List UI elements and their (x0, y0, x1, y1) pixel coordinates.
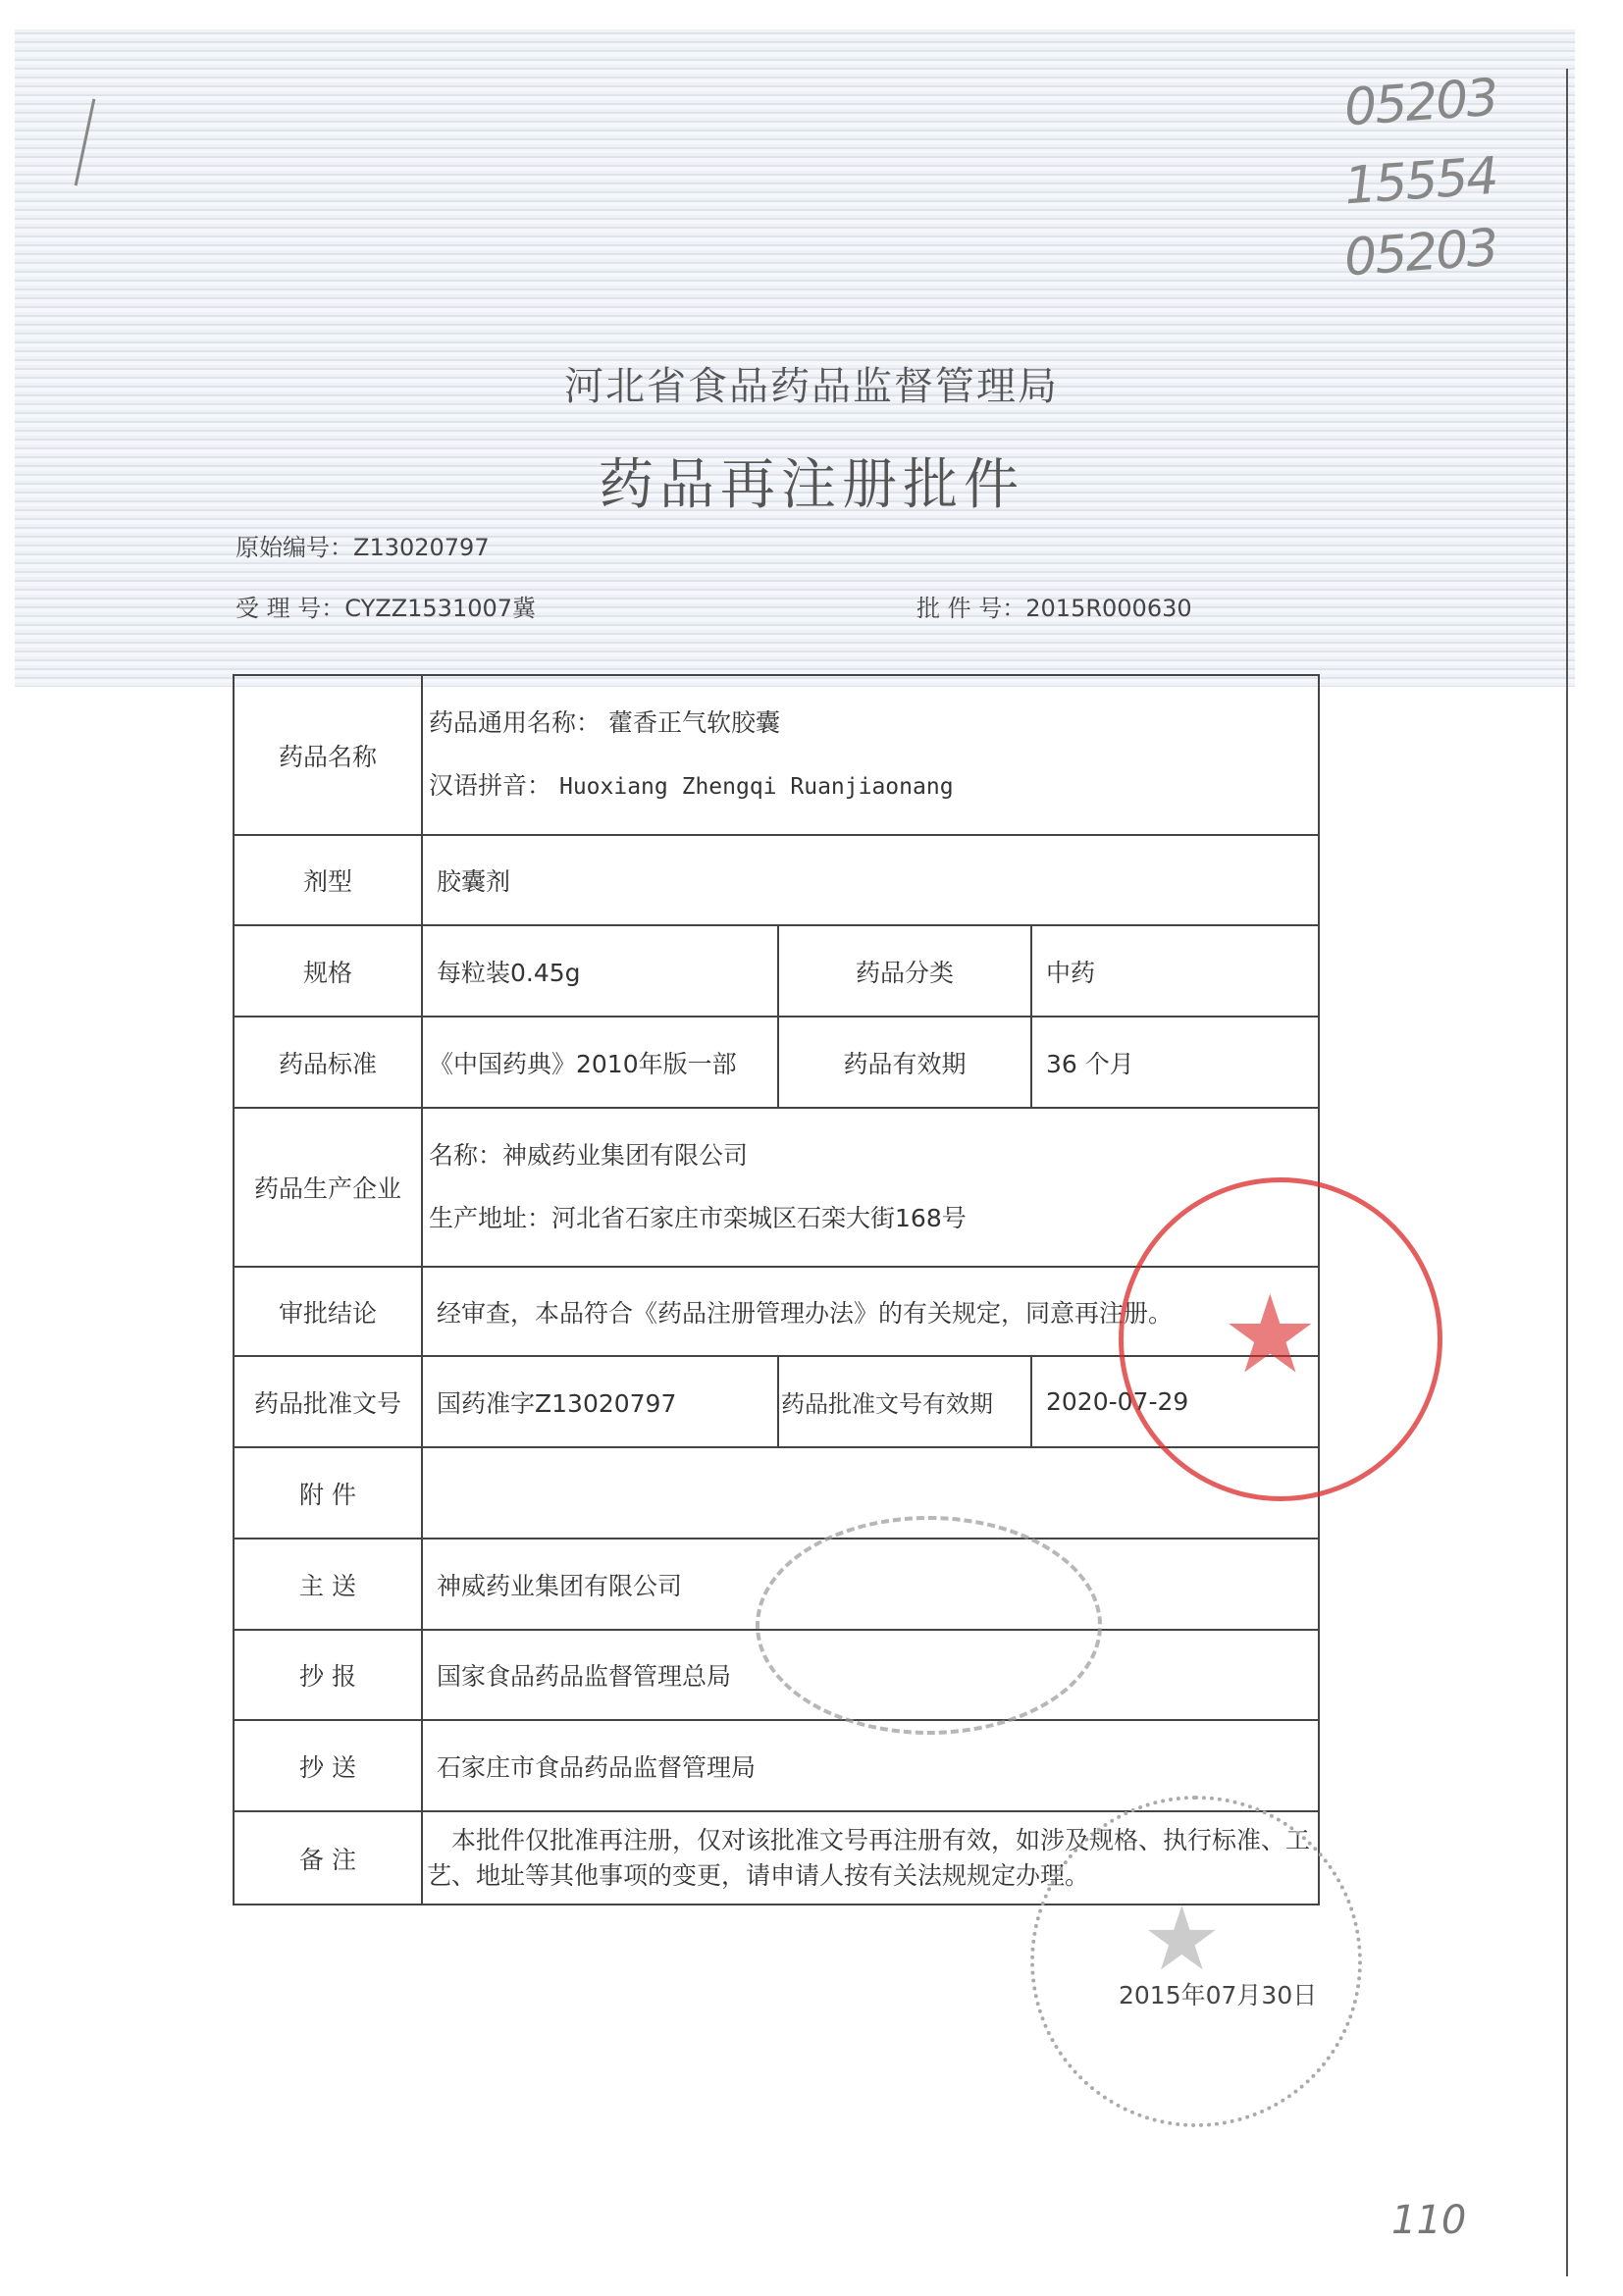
acceptance-number (236, 589, 536, 623)
standard-label: 药品标准 (234, 1017, 422, 1108)
remarks-label: 备 注 (234, 1811, 422, 1905)
generic-name: 藿香正气软胶囊 (607, 708, 780, 737)
original-number-label: 原始编号： (236, 534, 353, 561)
attachment-label: 附 件 (234, 1447, 422, 1539)
agency-seal-stamp (1030, 1796, 1362, 2127)
copy-to: 石家庄市食品药品监督管理局 (422, 1720, 1319, 1811)
table-row (234, 1447, 1319, 1539)
manufacturer-label: 药品生产企业 (234, 1108, 422, 1267)
pinyin: Huoxiang Zhengqi Ruanjiaonang (558, 774, 954, 800)
category: 中药 (1031, 925, 1319, 1017)
conclusion: 经审查，本品符合《药品注册管理办法》的有关规定，同意再注册。 (422, 1267, 1319, 1356)
validity-label: 药品有效期 (778, 1017, 1031, 1108)
company-oval-stamp (756, 1516, 1102, 1735)
manufacturer-name: 名称：神威药业集团有限公司 (429, 1141, 749, 1170)
approval-doc-validity-label: 药品批准文号有效期 (778, 1356, 1031, 1447)
acceptance-number-label: 受 理 号： (236, 595, 345, 622)
generic-name-label: 药品通用名称： (429, 708, 602, 737)
original-number (236, 528, 490, 562)
category-label: 药品分类 (778, 925, 1031, 1017)
handwritten-note: 05203 (1342, 68, 1499, 138)
report-to: 国家食品药品监督管理总局 (422, 1630, 1319, 1720)
approval-number (916, 589, 1192, 623)
main-recipient-label: 主 送 (234, 1539, 422, 1630)
report-to-label: 抄 报 (234, 1630, 422, 1720)
pinyin-label: 汉语拼音： (429, 771, 552, 800)
handwritten-note: 05203 (1342, 218, 1499, 288)
table-row (234, 835, 1319, 925)
original-number-value: Z13020797 (353, 534, 490, 561)
issue-date: 2015年07月30日 (1119, 1981, 1318, 2009)
drug-name-label: 药品名称 (234, 675, 422, 835)
dosage-form: 胶囊剂 (422, 835, 1319, 925)
table-row (234, 1017, 1319, 1108)
approval-doc-validity: 2020-07-29 (1031, 1356, 1319, 1447)
agency-name: 河北省食品药品监督管理局 (564, 364, 1059, 409)
approval-doc-label: 药品批准文号 (234, 1356, 422, 1447)
spec-label: 规格 (234, 925, 422, 1017)
table-row (234, 1720, 1319, 1811)
dosage-form-label: 剂型 (234, 835, 422, 925)
standard: 《中国药典》2010年版一部 (422, 1017, 778, 1108)
handwritten-note: 15554 (1342, 146, 1499, 217)
table-row (234, 925, 1319, 1017)
star-icon: ★ (1142, 1888, 1222, 1991)
approval-number-label: 批 件 号： (916, 595, 1026, 622)
copy-to-label: 抄 送 (234, 1720, 422, 1811)
validity: 36 个月 (1031, 1017, 1319, 1108)
main-recipient: 神威药业集团有限公司 (422, 1539, 1319, 1630)
spec: 每粒装0.45g (422, 925, 778, 1017)
remarks: 本批件仅批准再注册，仅对该批准文号再注册有效，如涉及规格、执行标准、工艺、地址等其他事项的变更，请申请人按有关法规规定办理。 (422, 1811, 1319, 1905)
drug-name-cell (422, 675, 1319, 835)
approval-number-value: 2015R000630 (1025, 595, 1192, 622)
table-row (234, 675, 1319, 835)
conclusion-label: 审批结论 (234, 1267, 422, 1356)
acceptance-number-value: CYZZ1531007冀 (344, 595, 537, 622)
page-number: 110 (1391, 2198, 1467, 2243)
manufacturer-address: 生产地址：河北省石家庄市栾城区石栾大街168号 (429, 1204, 967, 1232)
document-title: 药品再注册批件 (599, 453, 1024, 517)
approval-doc: 国药准字Z13020797 (422, 1356, 778, 1447)
company-seal-stamp (1119, 1177, 1442, 1501)
star-icon: ★ (1222, 1272, 1319, 1397)
